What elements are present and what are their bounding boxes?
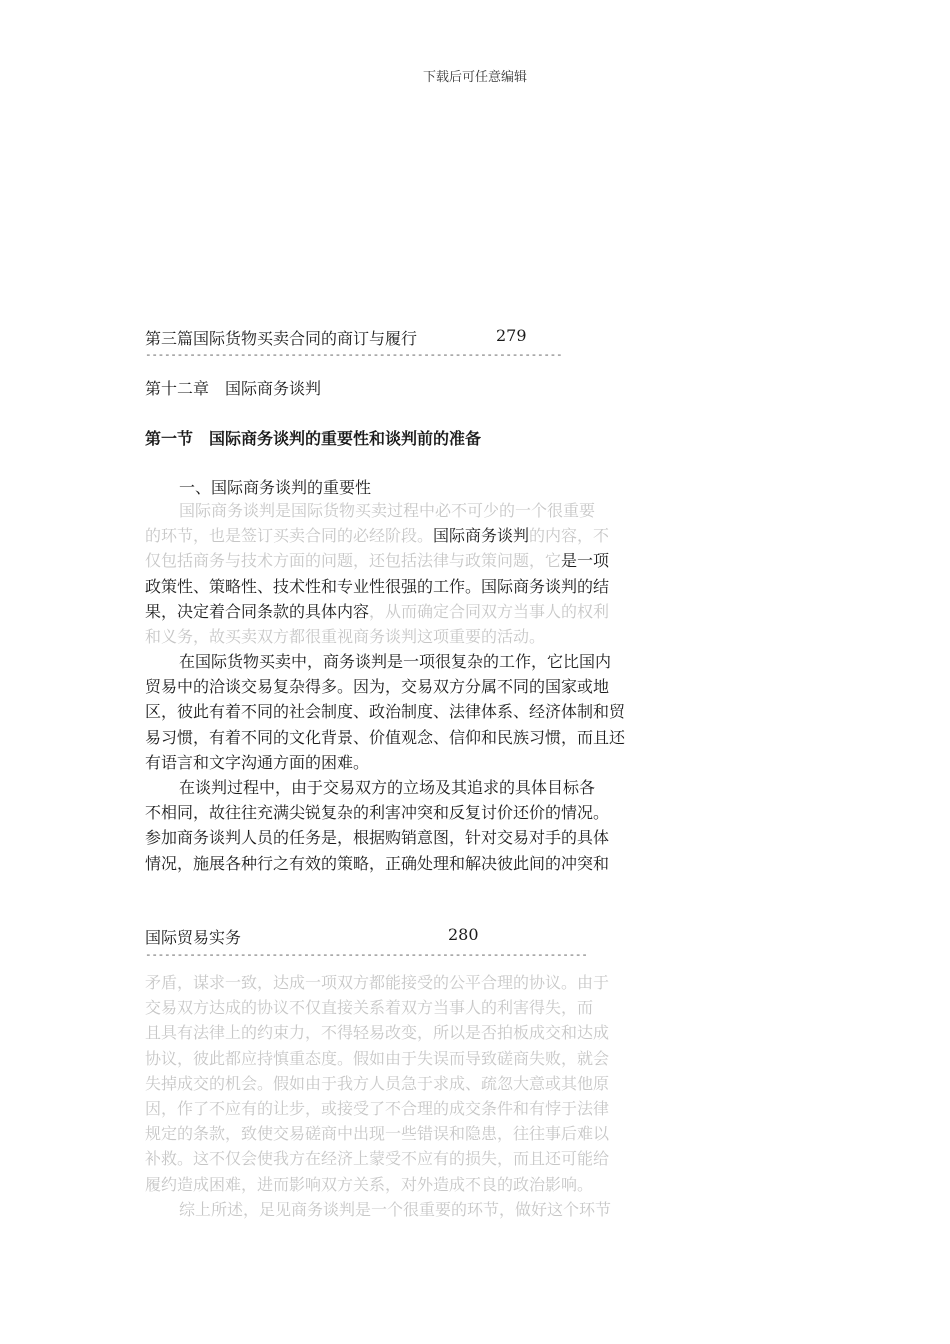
text-run: 仅包括商务与技术方面的问题，还包括法律与政策问题，它 [145,551,562,571]
running-header-title: 国际贸易实务 [145,928,242,947]
page-number: 280 [448,925,479,944]
paragraph-line: 补救。这不仅会使我方在经济上蒙受不应有的损失，而且还可能给 [145,1149,610,1169]
paragraph-line: 易习惯，有着不同的文化背景、价值观念、信仰和民族习惯，而且还 [145,727,626,747]
paragraph-line [145,523,609,548]
paragraph [145,970,609,1197]
paragraph [145,1197,611,1222]
paragraph-line: 综上所述，足见商务谈判是一个很重要的环节，做好这个环节 [179,1200,612,1219]
paragraph-line: 国际商务谈判是国际货物买卖过程中必不可少的一个很重要 [179,501,596,520]
paragraph-line: 失掉成交的机会。假如由于我方人员急于求成、疏忽大意或其他原 [145,1073,610,1093]
paragraph-line: 因，作了不应有的让步，或接受了不合理的成交条件和有悖于法律 [145,1098,610,1118]
paragraph-line: 在谈判过程中，由于交易双方的立场及其追求的具体目标各 [179,778,596,797]
paragraph-line: 规定的条款，致使交易磋商中出现一些错误和隐患，往往事后难以 [145,1124,610,1144]
download-note: 下载后可任意编辑 [422,70,527,85]
header-rule: ---------------------------------------------------------------------- [145,948,588,961]
paragraph-line: 和义务，故买卖双方都很重视商务谈判这项重要的活动。 [145,626,546,646]
subsection-title: 一、国际商务谈判的重要性 [179,478,372,497]
text-run: 的环节，也是签订买卖合同的必经阶段。 [145,526,434,546]
text-run: 是一项 [561,551,610,571]
paragraph [145,775,609,876]
text-run: 国际商务谈判 [433,526,530,546]
paragraph-line: 参加商务谈判人员的任务是，根据购销意图，针对交易对手的具体 [145,828,610,848]
section-title: 第一节 国际商务谈判的重要性和谈判前的准备 [145,429,482,448]
paragraph-line [145,599,609,624]
paragraph-line: 政策性、策略性、技术性和专业性很强的工作。国际商务谈判的结 [145,576,610,596]
paragraph-line: 且具有法律上的约束力，不得轻易改变，所以是否拍板成交和达成 [145,1023,610,1043]
text-run: ，从而确定合同双方当事人的权利 [369,601,610,621]
paragraph-line [145,548,609,573]
paragraph-line: 不相同，故往往充满尖锐复杂的利害冲突和反复讨价还价的情况。 [145,803,610,823]
text-run: 的内容，不 [529,526,610,546]
text-run: 果，决定着合同条款的具体内容 [145,601,370,621]
chapter-title: 第十二章 国际商务谈判 [145,379,322,398]
paragraph-line: 协议，彼此都应持慎重态度。假如由于失误而导致磋商失败，就会 [145,1048,610,1068]
paragraph-line: 在国际货物买卖中，商务谈判是一项很复杂的工作，它比国内 [179,652,612,671]
paragraph [145,498,609,649]
running-header-title: 第三篇国际货物买卖合同的商订与履行 [145,329,418,348]
page-number: 279 [496,326,527,345]
paragraph-line: 区，彼此有着不同的社会制度、政治制度、法律体系、经济体制和贸 [145,702,626,722]
paragraph-line: 履约造成困难，进而影响双方关系，对外造成不良的政治影响。 [145,1174,594,1194]
paragraph-line: 有语言和文字沟通方面的困难。 [145,752,370,772]
paragraph-line: 情况，施展各种行之有效的策略，正确处理和解决彼此间的冲突和 [145,853,610,873]
paragraph [145,649,625,775]
header-rule: ------------------------------------------------------------------ [145,348,563,361]
paragraph-line: 交易双方达成的协议不仅直接关系着双方当事人的利害得失，而 [145,998,594,1018]
paragraph-line: 矛盾，谋求一致，达成一项双方都能接受的公平合理的协议。由于 [145,973,610,992]
paragraph-line: 贸易中的洽谈交易复杂得多。因为，交易双方分属不同的国家或地 [145,677,610,697]
